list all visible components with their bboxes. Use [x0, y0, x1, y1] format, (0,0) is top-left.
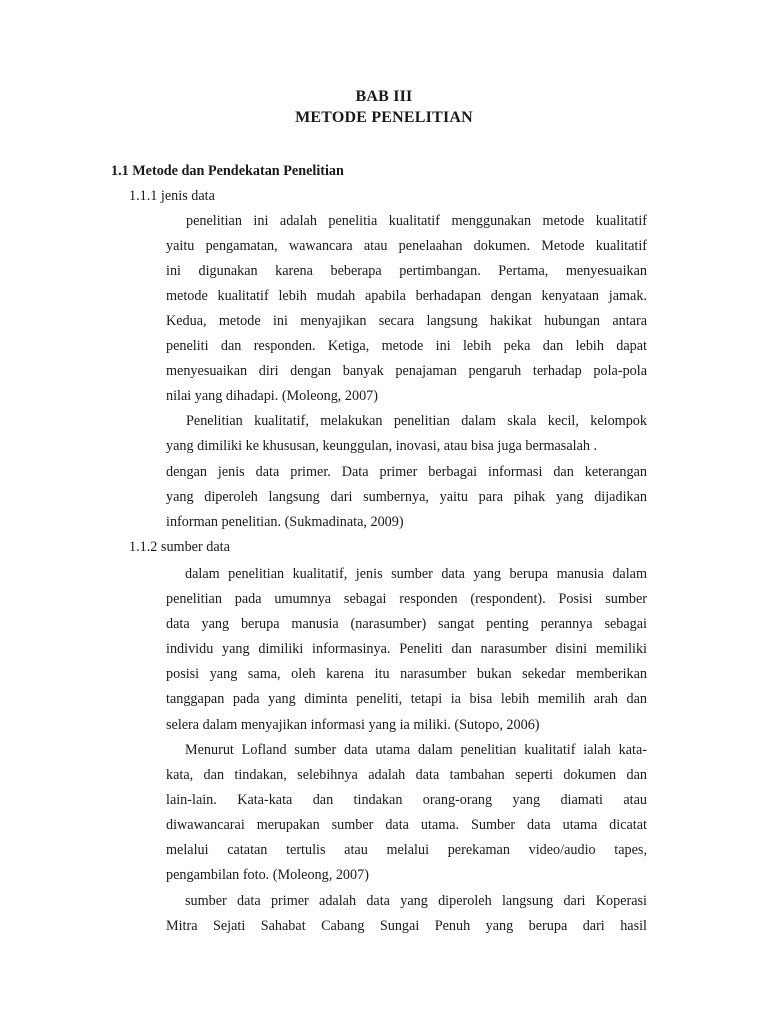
paragraph-line: Penelitian kualitatif, melakukan penelitian dalam skala kecil, kelompok	[186, 413, 647, 429]
paragraph-line: ini digunakan karena beberapa pertimbangan. Pertama, menyesuaikan	[166, 263, 647, 279]
paragraph-line: selera dalam menyajikan informasi yang ia miliki. (Sutopo, 2006)	[166, 717, 540, 733]
paragraph-line: Kedua, metode ini menyajikan secara langsung hakikat hubungan antara	[166, 313, 647, 329]
paragraph-line: menyesuaikan diri dengan banyak penajaman pengaruh terhadap pola-pola	[166, 363, 647, 379]
paragraph-line: peneliti dan responden. Ketiga, metode ini lebih peka dan lebih dapat	[166, 338, 647, 354]
paragraph-line: individu yang dimiliki informasinya. Peneliti dan narasumber disini memiliki	[166, 641, 647, 657]
section-heading: 1.1 Metode dan Pendekatan Penelitian	[111, 163, 344, 179]
paragraph-line: dalam penelitian kualitatif, jenis sumber data yang berupa manusia dalam	[185, 566, 647, 582]
paragraph-line: pengambilan foto. (Moleong, 2007)	[166, 867, 369, 883]
paragraph-line: penelitian pada umumnya sebagai responden (respondent). Posisi sumber	[166, 591, 647, 607]
paragraph-line: posisi yang sama, oleh karena itu narasumber bukan sekedar memberikan	[166, 666, 647, 682]
paragraph-line: melalui catatan tertulis atau melalui perekaman video/audio tapes,	[166, 842, 647, 858]
paragraph-line: sumber data primer adalah data yang diperoleh langsung dari Koperasi	[185, 893, 647, 909]
chapter-number: BAB III	[355, 88, 413, 105]
paragraph-line: tanggapan pada yang diminta peneliti, tetapi ia bisa lebih memilih arah dan	[166, 691, 647, 707]
subsection-heading-sumber-data: 1.1.2 sumber data	[129, 539, 230, 555]
paragraph-line: diwawancarai merupakan sumber data utama. Sumber data utama dicatat	[166, 817, 647, 833]
paragraph-line: yang diperoleh langsung dari sumbernya, yaitu para pihak yang dijadikan	[166, 489, 647, 505]
paragraph-line: penelitian ini adalah penelitia kualitatif menggunakan metode kualitatif	[186, 213, 647, 229]
paragraph-line: yang dimiliki ke khususan, keunggulan, inovasi, atau bisa juga bermasalah .	[166, 438, 598, 454]
subsection-heading-jenis-data: 1.1.1 jenis data	[129, 188, 215, 204]
paragraph-line: nilai yang dihadapi. (Moleong, 2007)	[166, 388, 378, 404]
paragraph-line: Menurut Lofland sumber data utama dalam penelitian kualitatif ialah kata-	[185, 742, 647, 758]
chapter-title: METODE PENELITIAN	[295, 109, 473, 126]
paragraph-line: metode kualitatif lebih mudah apabila berhadapan dengan kenyataan jamak.	[166, 288, 647, 304]
paragraph-line: data yang berupa manusia (narasumber) sangat penting perannya sebagai	[166, 616, 647, 632]
paragraph-line: yaitu pengamatan, wawancara atau penelaahan dokumen. Metode kualitatif	[166, 238, 647, 254]
paragraph-line: lain-lain. Kata-kata dan tindakan orang-orang yang diamati atau	[166, 792, 647, 808]
paragraph-line: dengan jenis data primer. Data primer berbagai informasi dan keterangan	[166, 464, 647, 480]
paragraph-line: Mitra Sejati Sahabat Cabang Sungai Penuh yang berupa dari hasil	[166, 918, 647, 934]
paragraph-line: informan penelitian. (Sukmadinata, 2009)	[166, 514, 404, 530]
paragraph-line: kata, dan tindakan, selebihnya adalah data tambahan seperti dokumen dan	[166, 767, 647, 783]
